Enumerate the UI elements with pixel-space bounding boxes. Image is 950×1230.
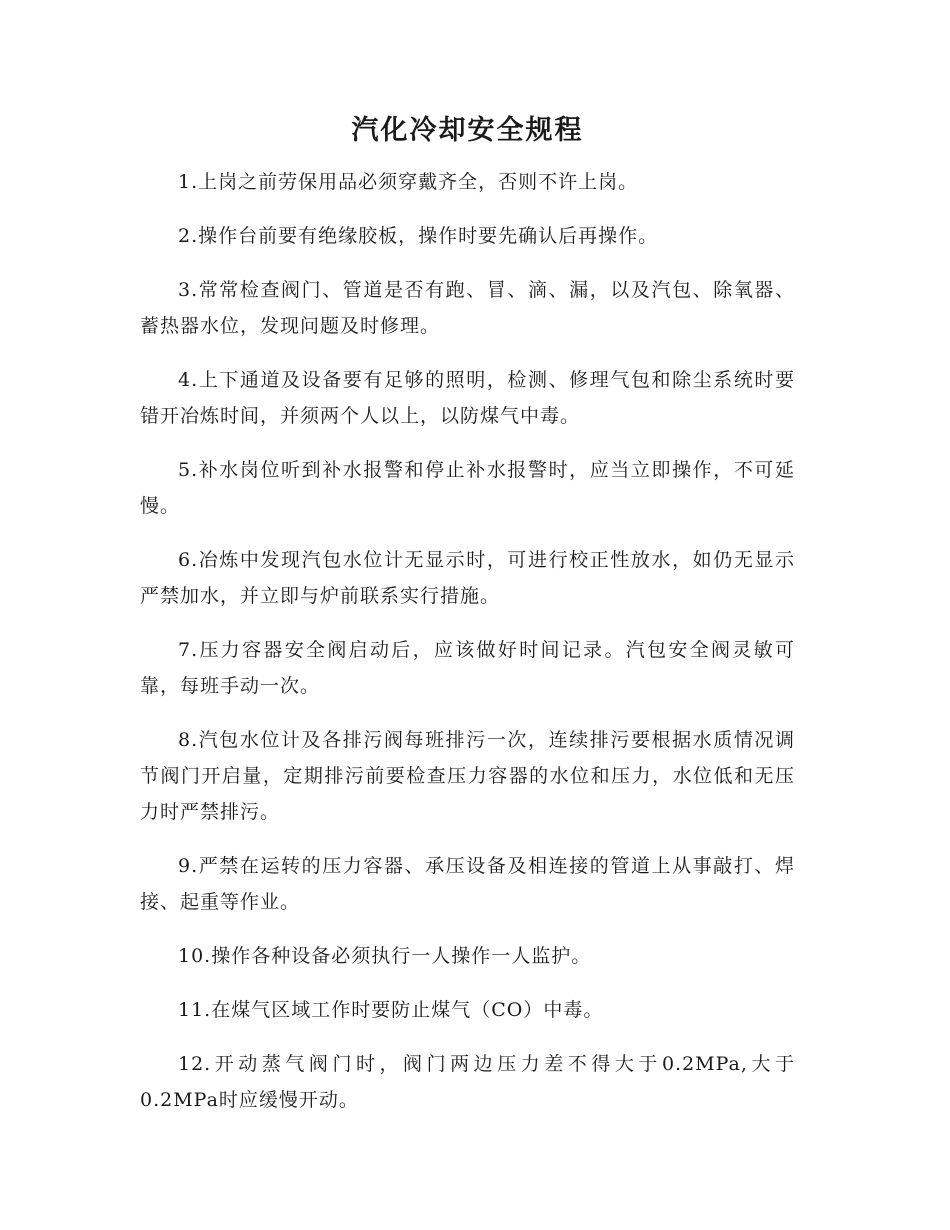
rule-item: 12.开动蒸气阀门时，阀门两边压力差不得大于0.2MPa,大于0.2MPa时应缓慢开动。 <box>140 1053 795 1111</box>
rules-list <box>140 164 795 1118</box>
rule-item: 1.上岗之前劳保用品必须穿戴齐全，否则不许上岗。 <box>178 171 639 193</box>
rule-item: 11.在煤气区域工作时要防止煤气（CO）中毒。 <box>178 999 604 1021</box>
rule-item: 7.压力容器安全阀启动后，应该做好时间记录。汽包安全阀灵敏可靠，每班手动一次。 <box>140 639 795 697</box>
document-title: 汽化冷却安全规程 <box>351 115 584 146</box>
rule-item: 4.上下通道及设备要有足够的照明，检测、修理气包和除尘系统时要错开冶炼时间，并须两个人以上，以防煤气中毒。 <box>140 369 795 427</box>
rule-item: 6.冶炼中发现汽包水位计无显示时，可进行校正性放水，如仍无显示严禁加水，并立即与炉前联系实行措施。 <box>140 549 795 607</box>
rule-item: 5.补水岗位听到补水报警和停止补水报警时，应当立即操作，不可延慢。 <box>140 459 795 517</box>
rule-item: 2.操作台前要有绝缘胶板，操作时要先确认后再操作。 <box>178 225 659 247</box>
rule-item: 8.汽包水位计及各排污阀每班排污一次，连续排污要根据水质情况调节阀门开启量，定期排污前要检查压力容器的水位和压力，水位低和无压力时严禁排污。 <box>140 729 795 823</box>
rule-item: 9.严禁在运转的压力容器、承压设备及相连接的管道上从事敲打、焊接、起重等作业。 <box>140 855 795 913</box>
document-page <box>140 108 795 1136</box>
rule-item: 10.操作各种设备必须执行一人操作一人监护。 <box>178 945 592 967</box>
rule-item: 3.常常检查阀门、管道是否有跑、冒、滴、漏，以及汽包、除氧器、蓄热器水位，发现问题及时修理。 <box>140 279 795 337</box>
